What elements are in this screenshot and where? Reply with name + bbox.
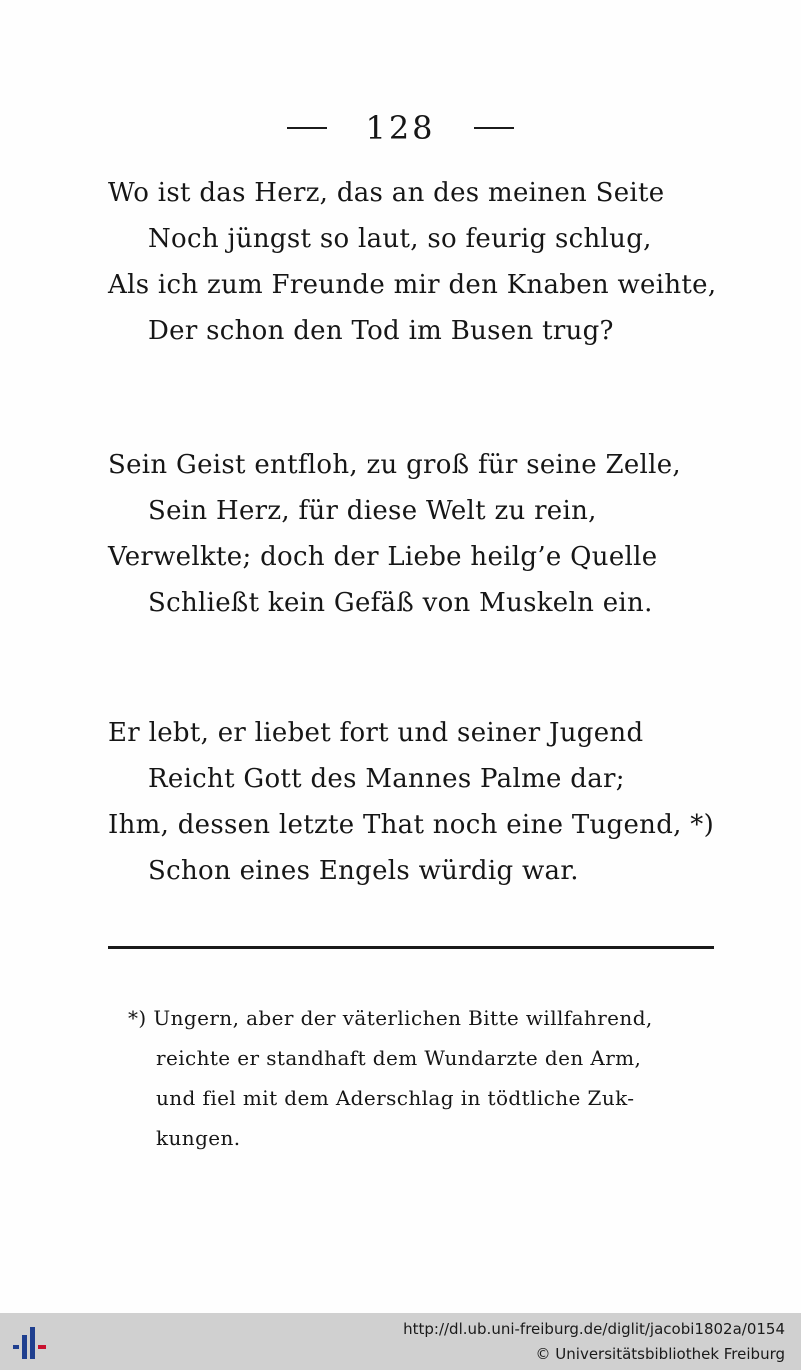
verse-line: Schließt kein Gefäß von Muskeln ein. (148, 588, 653, 618)
library-footer (0, 1313, 801, 1370)
verse-line: Verwelkte; doch der Liebe heilg’e Quelle (108, 542, 658, 572)
permalink-url[interactable]: http://dl.ub.uni-freiburg.de/diglit/jacobi1802a/0154 (403, 1320, 785, 1338)
verse-line: Schon eines Engels würdig war. (148, 856, 579, 886)
verse-line: Sein Herz, für diese Welt zu rein, (148, 496, 597, 526)
poem-stanza-3 (108, 710, 728, 894)
footnote (128, 998, 728, 1158)
poem-stanza-2 (108, 442, 728, 626)
copyright-notice: © Universitätsbibliothek Freiburg (535, 1345, 785, 1363)
footnote-line: und fiel mit dem Aderschlag in tödtliche Zuk- (156, 1086, 635, 1110)
poem-stanza-1 (108, 170, 728, 354)
verse-line: Noch jüngst so laut, so feurig schlug, (148, 224, 652, 254)
verse-line: Als ich zum Freunde mir den Knaben weihte, (108, 270, 717, 300)
footnote-line: kungen. (156, 1126, 241, 1150)
page-number: 128 (365, 109, 436, 147)
verse-line: Ihm, dessen letzte That noch eine Tugend, *) (108, 810, 715, 840)
page-header (0, 106, 801, 150)
verse-line: Der schon den Tod im Busen trug? (148, 316, 614, 346)
footnote-line: reichte er standhaft dem Wundarzte den Arm, (156, 1046, 642, 1070)
footnote-divider (108, 946, 714, 949)
header-dash-left (287, 127, 327, 129)
verse-line: Reicht Gott des Mannes Palme dar; (148, 764, 625, 794)
verse-line: Er lebt, er liebet fort und seiner Jugend (108, 718, 644, 748)
footnote-line: *) Ungern, aber der väterlichen Bitte willfahrend, (128, 1006, 653, 1030)
header-dash-right (474, 127, 514, 129)
ub-freiburg-logo-icon (9, 1323, 49, 1363)
verse-line: Sein Geist entfloh, zu groß für seine Zelle, (108, 450, 681, 480)
verse-line: Wo ist das Herz, das an des meinen Seite (108, 178, 665, 208)
